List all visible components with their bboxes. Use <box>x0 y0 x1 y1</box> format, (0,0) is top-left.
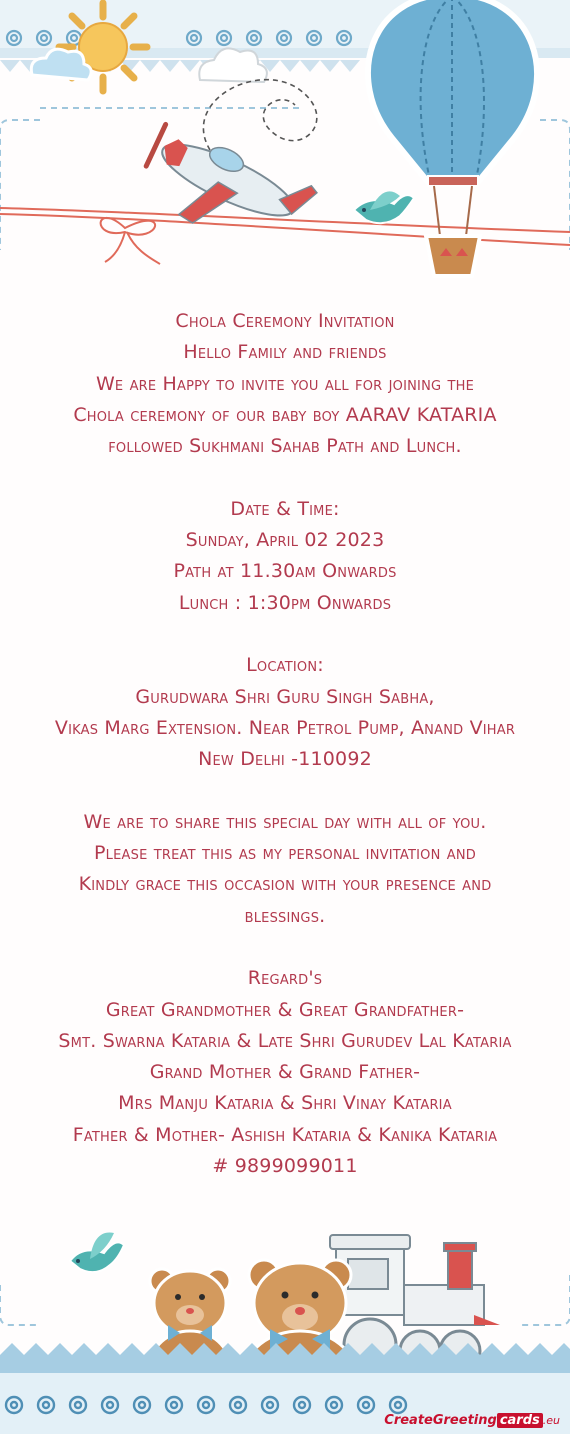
datetime-heading: Date & Time: <box>230 497 340 520</box>
message-line-2: Please treat this as my personal invitation and <box>94 842 476 865</box>
regards-line-4: Mrs Manju Kataria & Shri Vinay Kataria <box>118 1092 452 1115</box>
location-line-2: Vikas Marg Extension. Near Petrol Pump, Anand Vihar <box>54 716 516 739</box>
ribbon-bow-icon <box>0 208 570 264</box>
brand-tld: .eu <box>542 1414 560 1427</box>
intro-line-1: We are Happy to invite you all for joining the <box>95 372 475 395</box>
location-heading: Location: <box>246 654 324 677</box>
regards-line-3: Grand Mother & Grand Father- <box>149 1061 421 1084</box>
brand-name-part1: CreateGreeting <box>384 1413 497 1428</box>
path-time: Path at 11.30am Onwards <box>173 560 397 583</box>
message-line-3: Kindly grace this occasion with your presence and <box>78 873 492 896</box>
message-line-4: blessings. <box>244 904 326 927</box>
footer-illustration <box>0 1205 570 1434</box>
brand-name-part2: cards <box>497 1413 543 1428</box>
brand-watermark[interactable] <box>384 1413 560 1428</box>
bird-icon <box>354 191 414 223</box>
event-date: Sunday, April 02 2023 <box>185 529 385 552</box>
location-line-3: New Delhi -110092 <box>198 748 372 771</box>
message-line-1: We are to share this special day with all of you. <box>83 810 487 833</box>
regards-line-2: Smt. Swarna Kataria & Late Shri Gurudev Lal Kataria <box>58 1029 512 1052</box>
intro-line-3: followed Sukhmani Sahab Path and Lunch. <box>108 435 462 458</box>
invitation-title: Chola Ceremony Invitation <box>175 310 395 332</box>
regards-line-1: Great Grandmother & Great Grandfather- <box>105 998 465 1021</box>
bird-icon <box>70 1233 124 1273</box>
regards-line-5: Father & Mother- Ashish Kataria & Kanika Kataria <box>72 1123 498 1146</box>
invitation-text <box>0 306 570 1182</box>
greeting: Hello Family and friends <box>183 341 387 364</box>
location-line-1: Gurudwara Shri Guru Singh Sabha, <box>135 685 435 708</box>
regards-heading: Regard's <box>247 967 323 990</box>
intro-line-2: Chola ceremony of our baby boy AARAV KATARIA <box>73 403 497 426</box>
header-illustration <box>0 0 570 300</box>
contact-phone: # 9899099011 <box>212 1155 358 1178</box>
lunch-time: Lunch : 1:30pm Onwards <box>178 591 392 614</box>
